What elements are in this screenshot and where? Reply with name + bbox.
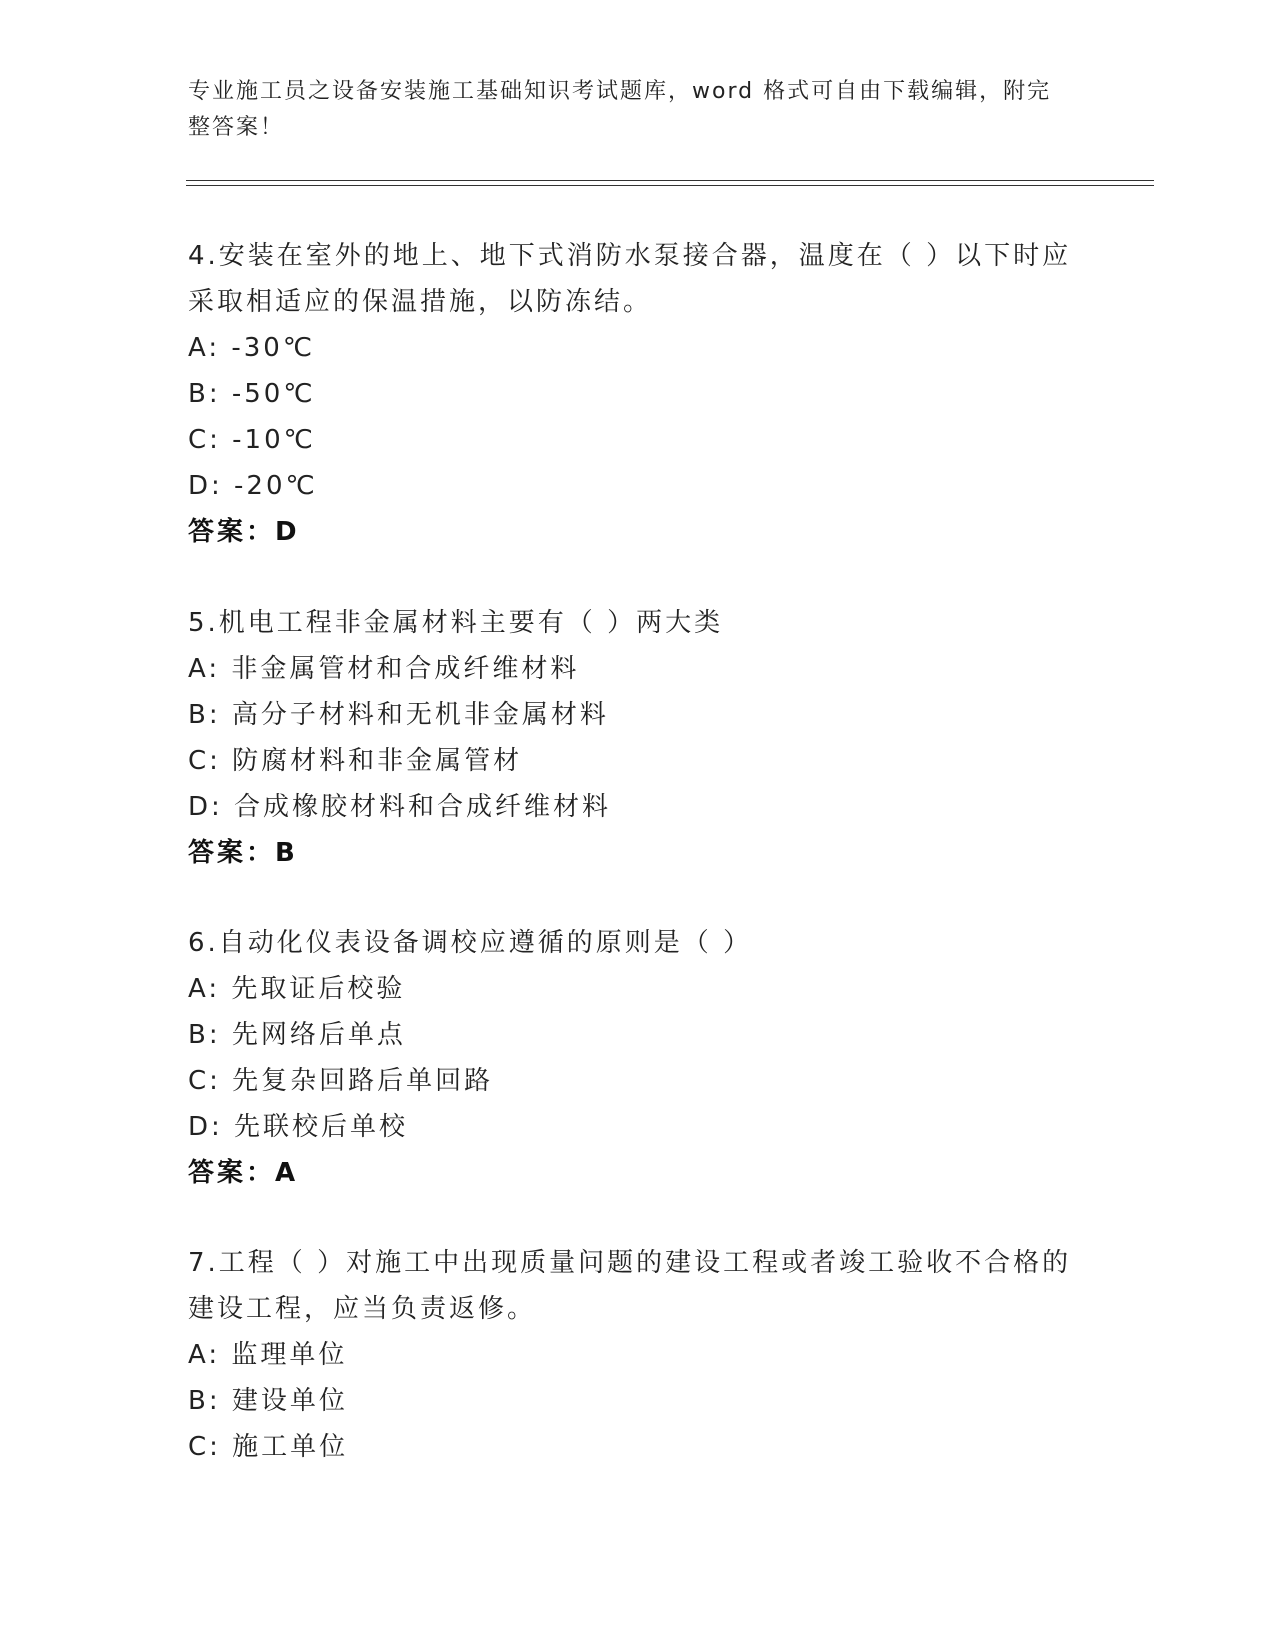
option-a: A: 监理单位 (188, 1340, 348, 1370)
header-divider-top (186, 180, 1154, 181)
document-header (188, 74, 1088, 146)
question-stem-line-1: 7.工程（ ）对施工中出现质量问题的建设工程或者竣工验收不合格的 (188, 1248, 1072, 1278)
option-a: A: -30℃ (188, 333, 316, 363)
option-c: C: -10℃ (188, 425, 316, 455)
option-b: B: 高分子材料和无机非金属材料 (188, 700, 609, 730)
question-6 (188, 920, 1088, 1196)
option-b: B: 建设单位 (188, 1386, 348, 1416)
question-stem-line-1: 6.自动化仪表设备调校应遵循的原则是（ ） (188, 928, 753, 958)
question-stem-line-1: 4.安装在室外的地上、地下式消防水泵接合器，温度在（ ）以下时应 (188, 241, 1072, 271)
question-stem-line-2: 建设工程，应当负责返修。 (188, 1294, 537, 1324)
option-c: C: 防腐材料和非金属管材 (188, 746, 523, 776)
answer: 答案：D (188, 517, 300, 547)
header-line-2: 整答案！ (188, 115, 285, 140)
question-stem-line-2: 采取相适应的保温措施，以防冻结。 (188, 287, 653, 317)
option-b: B: 先网络后单点 (188, 1020, 406, 1050)
option-d: D: -20℃ (188, 471, 318, 501)
answer: 答案：A (188, 1158, 299, 1188)
option-b: B: -50℃ (188, 379, 316, 409)
answer: 答案：B (188, 838, 298, 868)
question-4 (188, 233, 1088, 555)
option-a: A: 非金属管材和合成纤维材料 (188, 654, 580, 684)
option-c: C: 施工单位 (188, 1432, 349, 1462)
option-d: D: 先联校后单校 (188, 1112, 409, 1142)
question-7 (188, 1240, 1088, 1470)
option-c: C: 先复杂回路后单回路 (188, 1066, 494, 1096)
question-5 (188, 600, 1088, 876)
header-divider-bottom (186, 185, 1154, 186)
option-d: D: 合成橡胶材料和合成纤维材料 (188, 792, 612, 822)
option-a: A: 先取证后校验 (188, 974, 406, 1004)
question-stem-line-1: 5.机电工程非金属材料主要有（ ）两大类 (188, 608, 724, 638)
header-line-1: 专业施工员之设备安装施工基础知识考试题库，word 格式可自由下载编辑，附完 (188, 79, 1052, 104)
